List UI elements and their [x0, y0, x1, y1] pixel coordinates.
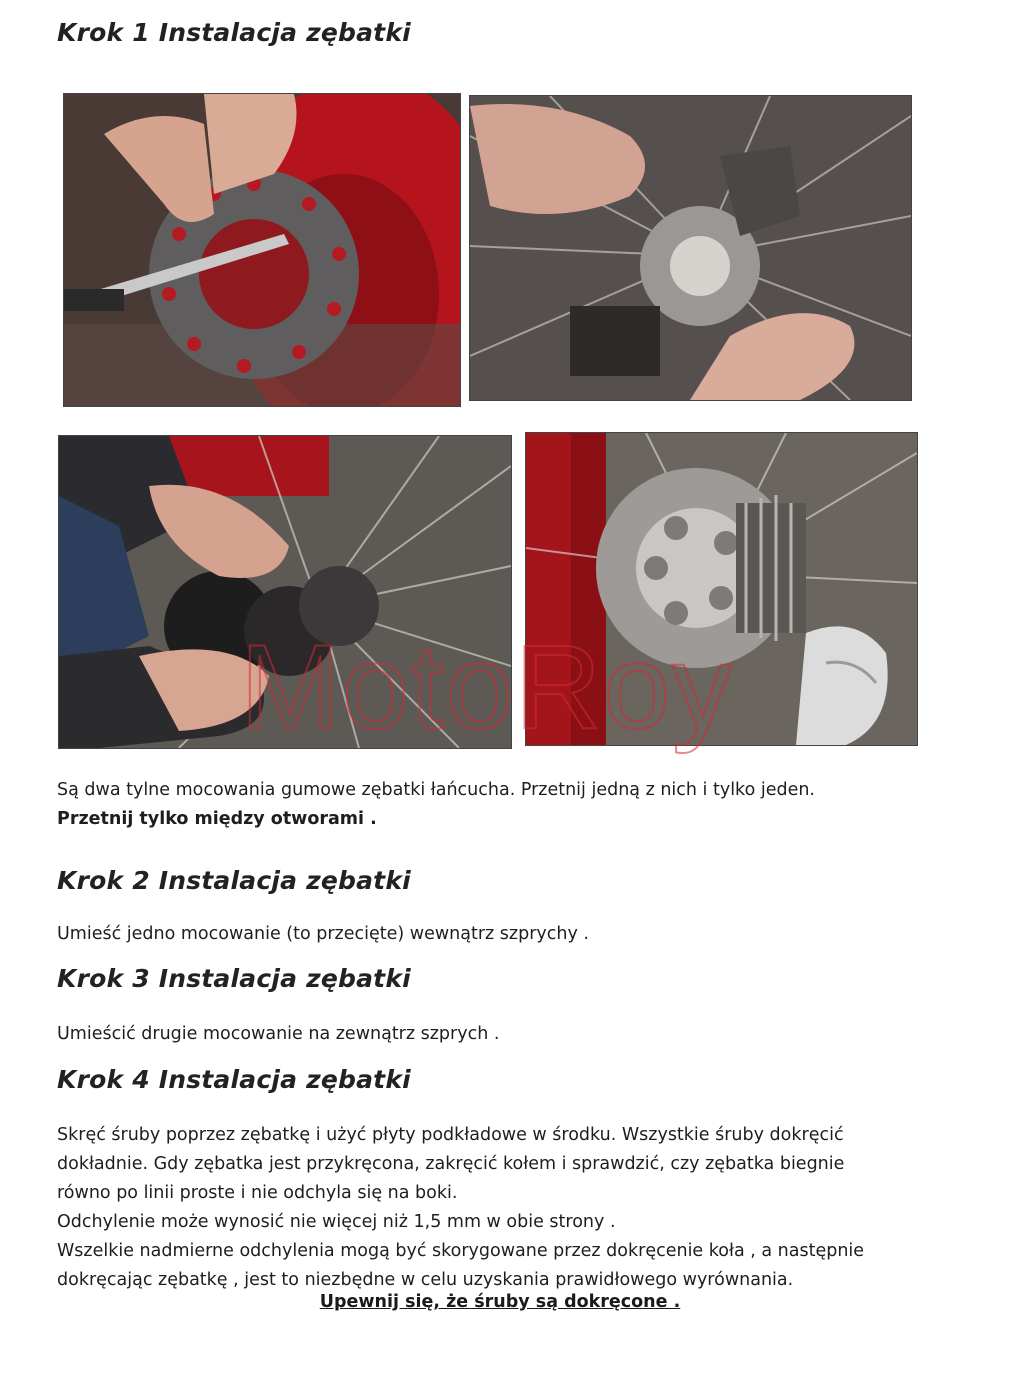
step4-line: Skręć śruby poprzez zębatkę i użyć płyty podkładowe w środku. Wszystkie śruby dokręcić [57, 1125, 844, 1145]
photo-sprocket-spokes [58, 435, 512, 749]
step2-title: Krok 2 Instalacja zębatki [57, 866, 411, 895]
step4-line: dokładnie. Gdy zębatka jest przykręcona, zakręcić kołem i sprawdzić, czy zębatka biegnie [57, 1154, 845, 1174]
step1-title: Krok 1 Instalacja zębatki [57, 18, 411, 47]
photo-gasket-cutting [63, 93, 461, 407]
step2-text: Umieść jedno mocowanie (to przecięte) wewnątrz szprychy . [57, 924, 589, 944]
step4-text [57, 1121, 864, 1295]
step1-text [57, 776, 815, 834]
step1-text-line2: Przetnij tylko między otworami . [57, 809, 377, 829]
step4-line: równo po linii proste i nie odchyla się na boki. [57, 1183, 458, 1203]
photo-hub-mounting [469, 95, 912, 401]
final-note: Upewnij się, że śruby są dokręcone . [319, 1292, 681, 1312]
step4-line: Odchylenie może wynosić nie więcej niż 1,5 mm w obie strony . [57, 1212, 616, 1232]
step4-title: Krok 4 Instalacja zębatki [57, 1065, 411, 1094]
final-note-wrapper [0, 1292, 1000, 1312]
photo-sprocket-bolted [525, 432, 918, 746]
step1-text-line1: Są dwa tylne mocowania gumowe zębatki łańcucha. Przetnij jedną z nich i tylko jeden. [57, 780, 815, 800]
step3-title: Krok 3 Instalacja zębatki [57, 964, 411, 993]
step3-text: Umieścić drugie mocowanie na zewnątrz szprych . [57, 1024, 500, 1044]
step4-line: Wszelkie nadmierne odchylenia mogą być skorygowane przez dokręcenie koła , a następnie [57, 1241, 865, 1261]
step4-line: dokręcając zębatkę , jest to niezbędne w celu uzyskania prawidłowego wyrównania. [57, 1270, 794, 1290]
